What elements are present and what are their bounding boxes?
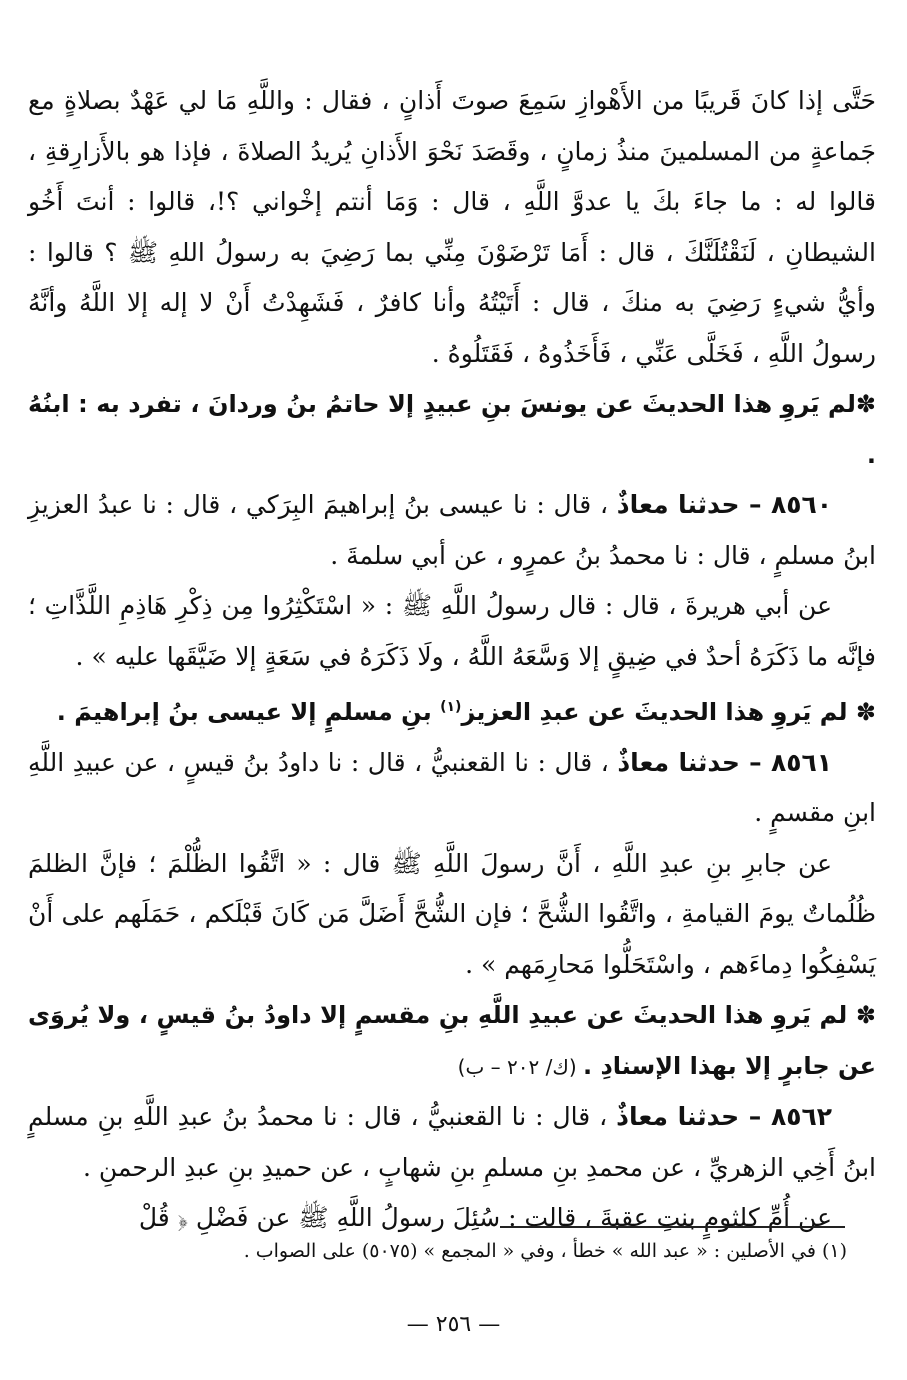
note-text: ✽ لم يَروِ هذا الحديثَ عن عبيدِ اللَّهِ بنِ مقسمٍ إلا داودُ بنُ قيسٍ ، ولا يُروَى عن جابرٍ إلا بهذا الإسنادِ . — [28, 1001, 876, 1080]
hadith-8561-matn: عن جابرِ بنِ عبدِ اللَّهِ ، أَنَّ رسولَ اللَّهِ ﷺ قال : « اتَّقُوا الظُّلْمَ ؛ فإنَّ الظلمَ ظُلُماتٌ يومَ القيامةِ ، واتَّقُوا الشُّحَّ ؛ فإن الشُّحَّ أَضَلَّ مَن كَانَ قَبْلَكم ، حَمَلَهم على أَنْ يَسْفِكُوا دِماءَهم ، واسْتَحَلُّوا مَحارِمَهم » . — [28, 848, 876, 979]
footnote-divider — [500, 1226, 845, 1228]
note-hadith-8559: ✽لم يَروِ هذا الحديثَ عن يونسَ بنِ عبيدٍ إلا حاتمُ بنُ وردانَ ، تفرد به : ابنُهُ . — [28, 390, 876, 469]
hadith-8560-isnad — [28, 480, 876, 581]
page-number: — ٢٥٦ — — [406, 1312, 501, 1337]
note-text: بنِ مسلمٍ إلا عيسى بنُ إبراهيمَ . — [56, 698, 441, 726]
footnote: (١) في الأصلين : « عبد الله » خطأ ، وفي « المجمع » (٥٠٧٥) على الصواب . — [243, 1240, 847, 1262]
hadith-number-8561: ٨٥٦١ – حدثنا معاذٌ — [617, 747, 833, 777]
hadith-8562-isnad — [28, 1092, 876, 1193]
paragraph-narration: حَتَّى إذا كانَ قَريبًا من الأَهْوازِ سَمِعَ صوتَ أَذانٍ ، فقال : واللَّهِ مَا لي عَهْدٌ بصلاةٍ مع جَماعةٍ من المسلمينَ منذُ زمانٍ ، وقَصَدَ نَحْوَ الأَذانِ يُريدُ الصلاةَ ، فإذا هو بالأَزارِقةِ ، قالوا له : ما جاءَ بكَ يا عدوَّ اللَّهِ ، قال : وَمَا أنتم إخْواني ؟!، قالوا : أنتَ أَخُو الشيطانِ ، لَنَقْتُلَنَّكَ ، قال : أَمَا تَرْضَوْنَ مِنِّي بما رَضِيَ به رسولُ اللهِ ﷺ ؟ قالوا : وأيُّ شيءٍ رَضِيَ به منكَ ، قال : أَتَيْتُهُ وأنا كافرٌ ، فَشَهِدْتُ أَنْ لا إله إلا اللَّهُ وأنَّهُ رسولُ اللَّهِ ، فَخَلَّى عَنِّي ، فَأَخَذُوهُ ، فَقَتَلُوهُ . — [28, 86, 876, 368]
hadith-number-8562: ٨٥٦٢ – حدثنا معاذٌ — [616, 1102, 833, 1131]
isnad-text: ، قال : نا القعنبيُّ ، قال : نا محمدُ بنُ عبدِ اللَّهِ بنِ مسلمٍ ابنُ أَخِي الزهريِّ ، عن محمدِ بنِ مسلمِ بنِ شهابٍ ، عن حميدِ بنِ عبدِ الرحمنِ . — [28, 1102, 876, 1182]
isnad-text: ، قال : نا القعنبيُّ ، قال : نا داودُ بنُ قيسٍ ، عن عبيدِ اللَّهِ ابنِ مقسمٍ . — [28, 747, 876, 827]
note-text: ✽ لم يَروِ هذا الحديثَ عن عبدِ العزيز — [461, 698, 876, 726]
note-hadith-8561 — [28, 990, 876, 1092]
page-body — [28, 76, 876, 1244]
hadith-8560-matn: عن أبي هريرةَ ، قال : قال رسولُ اللَّهِ ﷺ : « اسْتَكْثِرُوا مِن ذِكْرِ هَاذِمِ اللَّذَّاتِ ؛ فإنَّه ما ذَكَرَهُ أحدٌ في ضِيقٍ إلا وَسَّعَهُ اللَّهُ ، ولَا ذَكَرَهُ في سَعَةٍ إلا ضَيَّقَها عليه » . — [28, 591, 876, 671]
manuscript-ref: (ك/ ٢٠٢ – ب) — [457, 1054, 583, 1079]
hadith-8562-matn: عن أُمِّ كلثومٍ بنتِ عقبةَ ، قالت : سُئِلَ رسولُ اللَّهِ ﷺ عن فَضْلِ ﴿ قُلْ — [138, 1203, 832, 1232]
footnote-marker: (١) — [440, 699, 462, 715]
isnad-text: ، قال : نا عيسى بنُ إبراهيمَ البِرَكي ، قال : نا عبدُ العزيزِ ابنُ مسلمٍ ، قال : نا محمدُ بنُ عمرٍو ، عن أبي سلمةَ . — [28, 490, 876, 570]
hadith-8561-isnad — [28, 738, 876, 839]
note-hadith-8560 — [28, 682, 876, 738]
hadith-number-8560: ٨٥٦٠ – حدثنا معاذٌ — [616, 490, 833, 519]
